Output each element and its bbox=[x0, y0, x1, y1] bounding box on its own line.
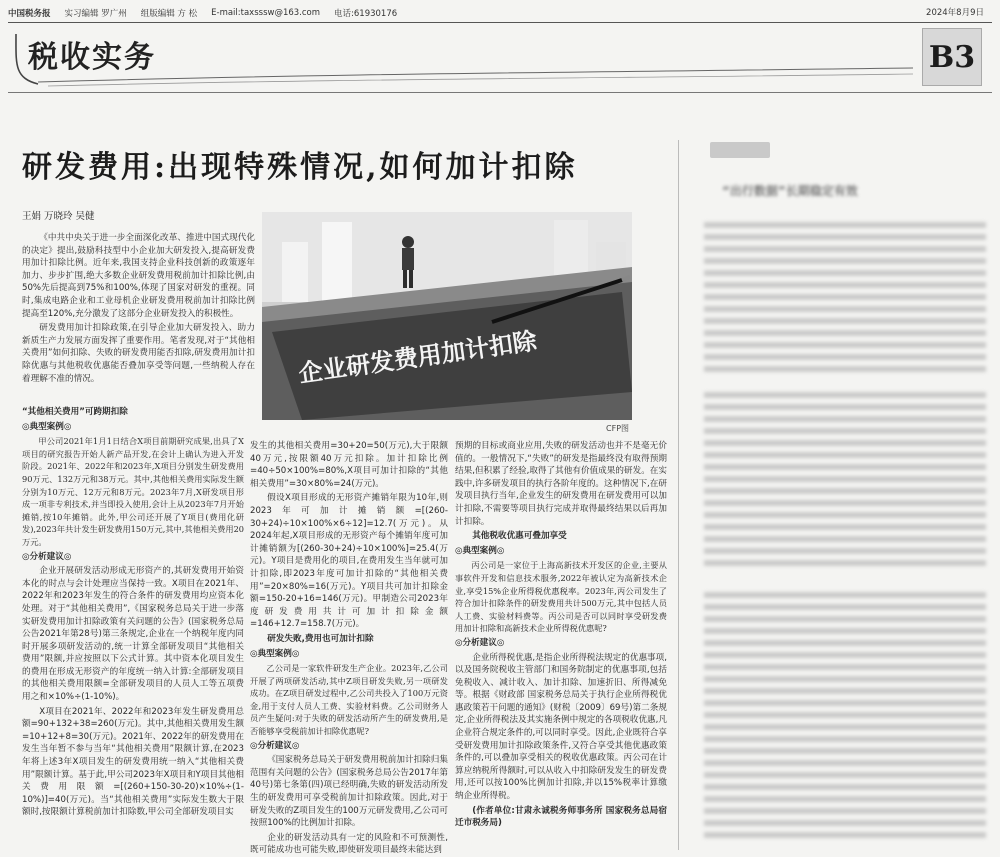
sidebar-text-block bbox=[704, 222, 986, 372]
analysis-paragraph: 《国家税务总局关于研发费用税前加计扣除归集范围有关问题的公告》(国家税务总局公告2017年第40号)第七条第(四)项已经明确,失败的研发活动所发生的研发费用可享受税前加计扣除政策。因此,对于研发失败的Z项目发生的100万元研发费用,乙公司可按照100%的比例加计扣除。 bbox=[250, 755, 448, 829]
intro-column bbox=[22, 232, 255, 428]
subheading: 其他税收优惠可叠加享受 bbox=[472, 531, 567, 542]
column-divider bbox=[678, 140, 679, 850]
article-byline: 王娟 万晓玲 吴健 bbox=[22, 211, 95, 222]
top-rule bbox=[8, 22, 992, 23]
analysis-label: ◎分析建议◎ bbox=[250, 740, 300, 751]
body-paragraph: 假设X项目形成的无形资产摊销年限为10年,则2023年可加计摊销额=[(260-30+24)÷10×100%×6÷12]=12.7(万元)。从2024年起,X项目形成的无形资产每个摊销年度可加计摊销额为[(260-30+24)÷10×100%]=25.4(万元)。Y项目是费用化的项目,在费用发生当年就可加计扣除,即2023年度可加计扣除的“其他相关费用”=20×80%=16(万元)。Y项目共可加计扣除金额=150-20+16=146(万元)。甲制造公司2023年度研发费用共计可加计扣除金额=146+12.7=158.7(万元)。 bbox=[250, 493, 448, 630]
case-label: ◎典型案例◎ bbox=[22, 421, 72, 432]
phone: 电话:61930176 bbox=[334, 9, 398, 19]
analysis-paragraph: X项目在2021年、2022年和2023年发生研发费用总额=90+132+38=260(万元)。其中,其他相关费用发生额=10+12+8=30(万元)。2021年、2022年的研发费用在发生当年暂不参与当年“其他相关费用”限额计算,在2023年将上述3年X项目发生的研发费用统一纳入“其他相关费用”限额计算。基于此,甲公司2023年X项目和Y项目其他相关费用限额=[(260+150-30-20)×10%÷(1-10%)]=40(万元)。当“其他相关费用”实际发生数大于限额时,按限额计算税前加计扣除数,甲公司全部研发项目实 bbox=[22, 706, 244, 818]
case-label: ◎典型案例◎ bbox=[250, 648, 300, 659]
sidebar-title: “出行数据”长期稳定有效 bbox=[722, 184, 858, 198]
section-title: 税收实务 bbox=[28, 40, 156, 75]
analysis-label: ◎分析建议◎ bbox=[22, 551, 72, 562]
layout-editor: 组版编辑 方 松 bbox=[140, 9, 198, 19]
sidebar-text-block bbox=[704, 592, 986, 842]
intro-paragraph: 研发费用加计扣除政策,在引导企业加大研发投入、助力新质生产力发展方面发挥了重要作用。笔者发现,对于“其他相关费用”如何扣除、失败的研发费用能否扣除,研发费用加计扣除优惠与其他税收优惠能否叠加享受等问题,一些纳税人存在着理解不准的情况。 bbox=[22, 323, 255, 384]
section-rule bbox=[8, 92, 992, 93]
photo-credit: CFP图 bbox=[606, 424, 630, 433]
email: E-mail:taxsssw@163.com bbox=[211, 8, 321, 18]
intro-paragraph: 《中共中央关于进一步全面深化改革、推进中国式现代化的决定》提出,鼓励科技型中小企业加大研发投入,提高研发费用加计扣除比例。近年来,我国支持企业科技创新的政策逐年加力、步步扩围,绝大多数企业研发费用税前加计扣除比例,由50%先后提高到75%和100%,体现了国家对研发的重视。同时,集成电路企业和工业母机企业研发费用税前加计扣除比例提高至120%,充分激发了这部分企业研发投入的积极性。 bbox=[22, 233, 255, 319]
column-1 bbox=[22, 404, 244, 844]
issue-date: 2024年8月9日 bbox=[926, 8, 984, 18]
intern-editor: 实习编辑 罗广州 bbox=[64, 9, 127, 19]
body-paragraph: 预期的目标或商业应用,失败的研发活动也并不是毫无价值的。一般情况下,“失败”的研发是指最终没有取得预期结果,但积累了经验,取得了其他有价值成果的研发。在实践中,许多研发项目的执行各阶年度的。这种情况下,在研发项目执行当年,企业发生的研发费用在研发费用可以加计扣除,不需要等项目执行完成并取得最终结果以后再加计扣除。 bbox=[455, 441, 667, 527]
article-photo bbox=[262, 212, 632, 420]
column-3 bbox=[455, 440, 667, 844]
article-headline: 研发费用:出现特殊情况,如何加计扣除 bbox=[22, 150, 578, 185]
masthead bbox=[8, 6, 992, 20]
analysis-label: ◎分析建议◎ bbox=[455, 637, 505, 648]
sidebar-article-blurred bbox=[690, 142, 992, 852]
photo-illustration bbox=[262, 212, 632, 420]
sidebar-tag bbox=[710, 142, 770, 158]
body-paragraph: 发生的其他相关费用=30+20=50(万元),大于限额40万元,按限额40万元扣除。加计扣除比例=40÷50×100%=80%,X项目可加计扣除的“其他相关费用”=30×80%=24(万元)。 bbox=[250, 441, 448, 489]
subheading: 研发失败,费用也可加计扣除 bbox=[267, 633, 374, 644]
case-text: 丙公司是一家位于上海高新技术开发区的企业,主要从事软件开发和信息技术服务,2022年被认定为高新技术企业,享受15%企业所得税优惠税率。2023年,丙公司发生了符合加计扣除条件的研发费用共计500万元,其中包括人员人工费、实验材料费等。丙公司是否可以同时享受研发费用加计扣除和高新技术企业所得税优惠呢? bbox=[455, 560, 667, 634]
page-number-badge: B3 bbox=[922, 28, 982, 86]
analysis-paragraph: 企业所得税优惠,是指企业所得税法规定的优惠事项,以及国务院税收主管部门和国务院制定的优惠事项,包括免税收入、减计收入、加计扣除、加速折旧、所得减免等。根据《财政部 国家税务总局关于执行企业所得税优惠政策若干问题的通知》(财税〔2009〕69号)第二条规定,企业所得税法及其实施条例中规定的各项税收优惠,凡企业符合规定条件的,可以同时享受。因此,企业既符合享受研发费用加计扣除政策条件,又符合享受其他优惠政策条件的,可以叠加享受相关的税收优惠政策。丙公司在计算应纳税所得额时,可以从收入中扣除研发发生的研发费用,还可以按100%比例加计扣除,并以15%税率计算缴纳企业所得税。 bbox=[455, 652, 667, 802]
case-text: 甲公司2021年1月1日结合X项目前期研究成果,出具了X项目的研究报告开始人新产品开发,在会计上确认为进入开发阶段。2021年、2022年和2023年,X项目分别发生研发费用90万元、132万元和38万元。其中,其他相关费用实际发生额分别为10万元、12万元和8万元。2023年7月,X研发项目形成一项非专利技术,并当即投入使用,会计上从2023年7月开始摊销,按10年摊销。此外,甲公司还开展了Y项目(费用化研发),2023年共计发生研发费用150万元,其中,其他相关费用20万元。 bbox=[22, 436, 244, 547]
case-text: 乙公司是一家软件研发生产企业。2023年,乙公司开展了两项研发活动,其中Z项目研发失败,另一项研发成功。在Z项目研发过程中,乙公司共投入了100万元资金,用于支付人员人工费、实验材料费。乙公司财务人员产生疑问:对于失败的研发活动所产生的研发费用,是否能够享受税前加计扣除优惠呢? bbox=[250, 663, 448, 737]
analysis-paragraph: 企业的研发活动具有一定的风险和不可预测性,既可能成功也可能失败,即使研发项目最终未能达到 bbox=[250, 832, 448, 856]
case-label: ◎典型案例◎ bbox=[455, 545, 505, 556]
photo-caption: 企业研发费用加计扣除 bbox=[296, 326, 539, 388]
column-2 bbox=[250, 440, 448, 856]
paper-name: 中国税务报 bbox=[8, 9, 51, 19]
subheading: “其他相关费用”可跨期扣除 bbox=[22, 407, 128, 417]
author-affiliation: (作者单位:甘肃永诚税务师事务所 国家税务总局宿迁市税务局) bbox=[455, 805, 667, 829]
analysis-paragraph: 企业开展研发活动形成无形资产的,其研发费用开始资本化的时点与会计处理应当保持一致。X项目在2021年、2022年和2023年发生的符合条件的研发费用均应资本化处理。对于“其他相关费用”,《国家税务总局关于进一步落实研发费用加计扣除政策有关问题的公告》(国家税务总局公告2021年第28号)第三条规定,企业在一个纳税年度内同时开展多项研发活动的,统一计算全部研发项目“其他相关费用”限额,并应按照以下公式计算。其中资本化项目发生的费用在形成无形资产的年度统一纳入计算:全部研发项目的其他相关费用限额=全部研发项目的人员人工等五项费用之和×10%÷(1-10%)。 bbox=[22, 566, 244, 703]
section-header bbox=[8, 24, 992, 88]
sidebar-text-block bbox=[704, 392, 986, 572]
